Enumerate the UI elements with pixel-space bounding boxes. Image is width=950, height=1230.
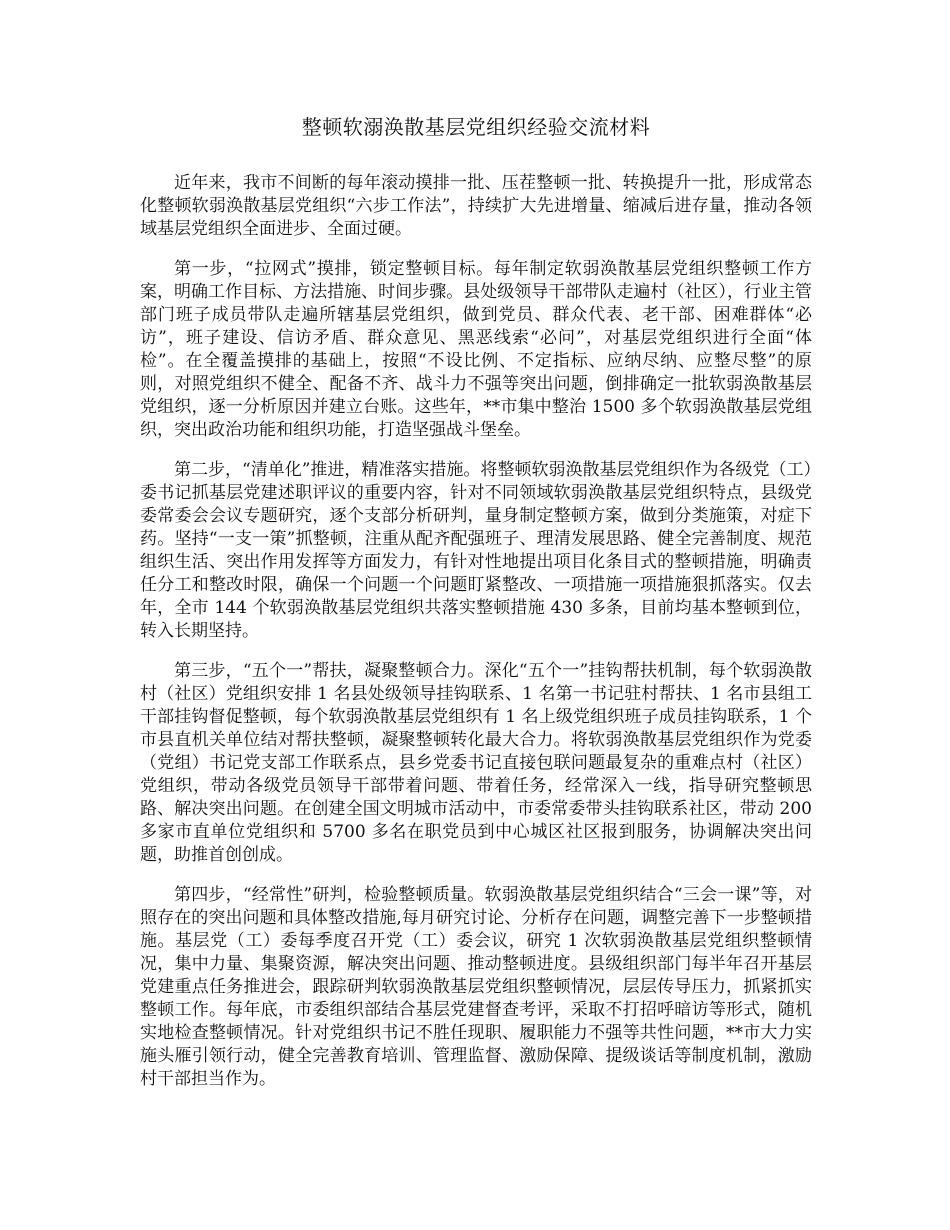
step-four-paragraph: 第四步，“经常性”研判，检验整顿质量。软弱涣散基层党组织结合“三会一课”等，对照存在的突出问题和具体整改措施,每月研究讨论、分析存在问题，调整完善下一步整顿措施。基层党（工）委每季度召开党（工）委会议，研究 1 次软弱涣散基层党组织整顿情况，集中力量、集聚资源，解决突出问题、推动整顿进度。县级组织部门每半年召开基层党建重点任务推进会，跟踪研判软弱涣散基层党组织整顿情况，层层传导压力，抓紧抓实整顿工作。每年底，市委组织部结合基层党建督查考评，采取不打招呼暗访等形式，随机实地检查整顿情况。针对党组织书记不胜任现职、履职能力不强等共性问题，**市大力实施头雁引领行动，健全完善教育培训、管理监督、激励保障、提级谈话等制度机制，激励村干部担当作为。 <box>140 885 812 1089</box>
document-title: 整顿软溺涣散基层党组织经验交流材料 <box>301 115 651 139</box>
document-page <box>140 112 812 1108</box>
step-one-paragraph: 第一步，“拉网式”摸排，锁定整顿目标。每年制定软弱涣散基层党组织整顿工作方案，明确工作目标、方法措施、时间步骤。县处级领导干部带队走遍村（社区），行业主管部门班子成员带队走遍所辖基层党组织，做到党员、群众代表、老干部、困难群体“必访”，班子建设、信访矛盾、群众意见、黑恶线索“必问”，对基层党组织进行全面“体检”。在全覆盖摸排的基础上，按照“不设比例、不定指标、应纳尽纳、应整尽整”的原则，对照党组织不健全、配备不齐、战斗力不强等突出问题，倒排确定一批软弱涣散基层党组织，逐一分析原因并建立台账。这些年，**市集中整治 1500 多个软弱涣散基层党组织，突出政治功能和组织功能，打造坚强战斗堡垒。 <box>140 259 812 440</box>
intro-paragraph: 近年来，我市不间断的每年滚动摸排一批、压茬整顿一批、转换提升一批，形成常态化整顿软弱涣散基层党组织“六步工作法”，持续扩大先进增量、缩减后进存量，推动各领域基层党组织全面进步、全面过硬。 <box>140 173 812 239</box>
step-two-paragraph: 第二步，“清单化”推进，精准落实措施。将整顿软弱涣散基层党组织作为各级党（工）委书记抓基层党建述职评议的重要内容，针对不同领域软弱涣散基层党组织特点，县级党委常委会会议专题研究，逐个支部分析研判，量身制定整顿方案，做到分类施策，对症下药。坚持“一支一策”抓整顿，注重从配齐配强班子、理清发展思路、健全完善制度、规范组织生活、突出作用发挥等方面发力，有针对性地提出项目化条目式的整顿措施，明确责任分工和整改时限，确保一个问题一个问题盯紧整改、一项措施一项措施狠抓落实。仅去年，全市 144 个软弱涣散基层党组织共落实整顿措施 430 多条，目前均基本整顿到位，转入长期坚持。 <box>140 460 812 641</box>
step-three-paragraph: 第三步，“五个一”帮扶，凝聚整顿合力。深化“五个一”挂钩帮扶机制，每个软弱涣散村（社区）党组织安排 1 名县处级领导挂钩联系、1 名第一书记驻村帮扶、1 名市县组工干部挂钩督促整顿，每个软弱涣散基层党组织有 1 名上级党组织班子成员挂钩联系，1 个市县直机关单位结对帮扶整顿，凝聚整顿转化最大合力。将软弱涣散基层党组织作为党委（党组）书记党支部工作联系点，县乡党委书记直接包联问题最复杂的重难点村（社区）党组织，带动各级党员领导干部带着问题、带着任务，经常深入一线，指导研究整顿思路、解决突出问题。在创建全国文明城市活动中，市委常委带头挂钩联系社区，带动 200 多家市直单位党组织和 5700 多名在职党员到中心城区社区报到服务，协调解决突出问题，助推首创创成。 <box>140 661 812 865</box>
